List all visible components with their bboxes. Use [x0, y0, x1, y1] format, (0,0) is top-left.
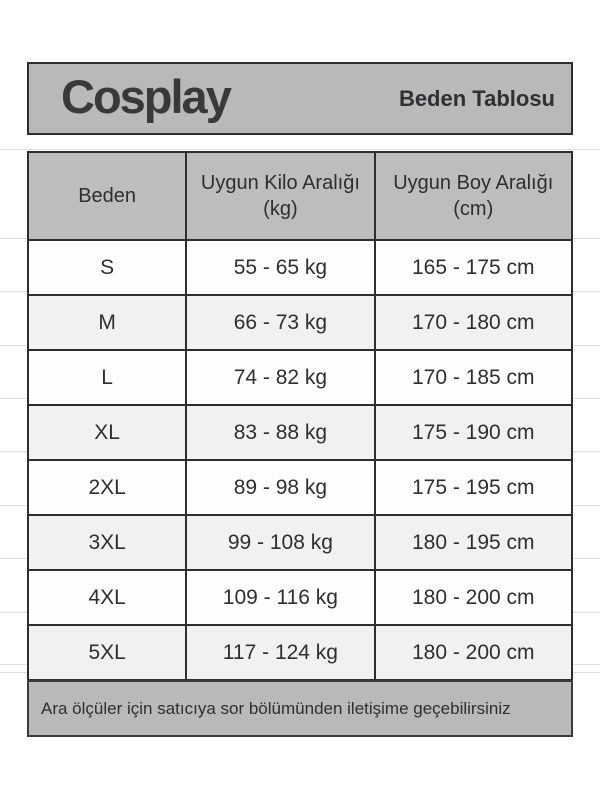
- column-header-label: Uygun Kilo Aralığı: [200, 172, 360, 194]
- height-range-cell: 175 - 190 cm: [375, 405, 572, 460]
- size-cell: M: [28, 295, 186, 350]
- column-header-label: Uygun Boy Aralığı: [393, 172, 554, 194]
- height-range-cell: 180 - 195 cm: [375, 515, 572, 570]
- footer-note-text: Ara ölçüler için satıcıya sor bölümünden iletişime geçebilirsiniz: [41, 698, 511, 718]
- weight-range-cell: 117 - 124 kg: [186, 625, 374, 680]
- brand-bar: [27, 62, 573, 135]
- height-range-cell: 180 - 200 cm: [375, 625, 572, 680]
- table-row: [28, 295, 572, 350]
- footer-note-bar: [27, 680, 573, 737]
- table-header-row: [28, 152, 572, 240]
- size-cell: XL: [28, 405, 186, 460]
- size-cell: 4XL: [28, 570, 186, 625]
- height-range-cell: 175 - 195 cm: [375, 460, 572, 515]
- page-title: Beden Tablosu: [398, 85, 555, 111]
- column-header-unit: (kg): [263, 198, 298, 220]
- height-range-cell: 165 - 175 cm: [375, 240, 572, 295]
- size-cell: S: [28, 240, 186, 295]
- weight-range-cell: 74 - 82 kg: [186, 350, 374, 405]
- table-row: [28, 405, 572, 460]
- column-header-label: Beden: [78, 185, 137, 207]
- table-row: [28, 515, 572, 570]
- table-row: [28, 625, 572, 680]
- weight-range-cell: 66 - 73 kg: [186, 295, 374, 350]
- size-cell: 5XL: [28, 625, 186, 680]
- column-header: [186, 152, 374, 240]
- column-header: [28, 152, 186, 240]
- size-table-wrapper: [27, 151, 573, 681]
- weight-range-cell: 83 - 88 kg: [186, 405, 374, 460]
- size-cell: 3XL: [28, 515, 186, 570]
- table-row: [28, 240, 572, 295]
- height-range-cell: 170 - 185 cm: [375, 350, 572, 405]
- size-table: [27, 151, 573, 681]
- size-table-body: [28, 240, 572, 680]
- table-row: [28, 570, 572, 625]
- weight-range-cell: 89 - 98 kg: [186, 460, 374, 515]
- table-row: [28, 460, 572, 515]
- table-row: [28, 350, 572, 405]
- weight-range-cell: 99 - 108 kg: [186, 515, 374, 570]
- size-cell: 2XL: [28, 460, 186, 515]
- brand-logo: Cosplay: [61, 70, 230, 123]
- gridline: [0, 149, 600, 150]
- weight-range-cell: 55 - 65 kg: [186, 240, 374, 295]
- height-range-cell: 180 - 200 cm: [375, 570, 572, 625]
- size-cell: L: [28, 350, 186, 405]
- height-range-cell: 170 - 180 cm: [375, 295, 572, 350]
- weight-range-cell: 109 - 116 kg: [186, 570, 374, 625]
- column-header-unit: (cm): [453, 198, 494, 220]
- column-header: [375, 152, 572, 240]
